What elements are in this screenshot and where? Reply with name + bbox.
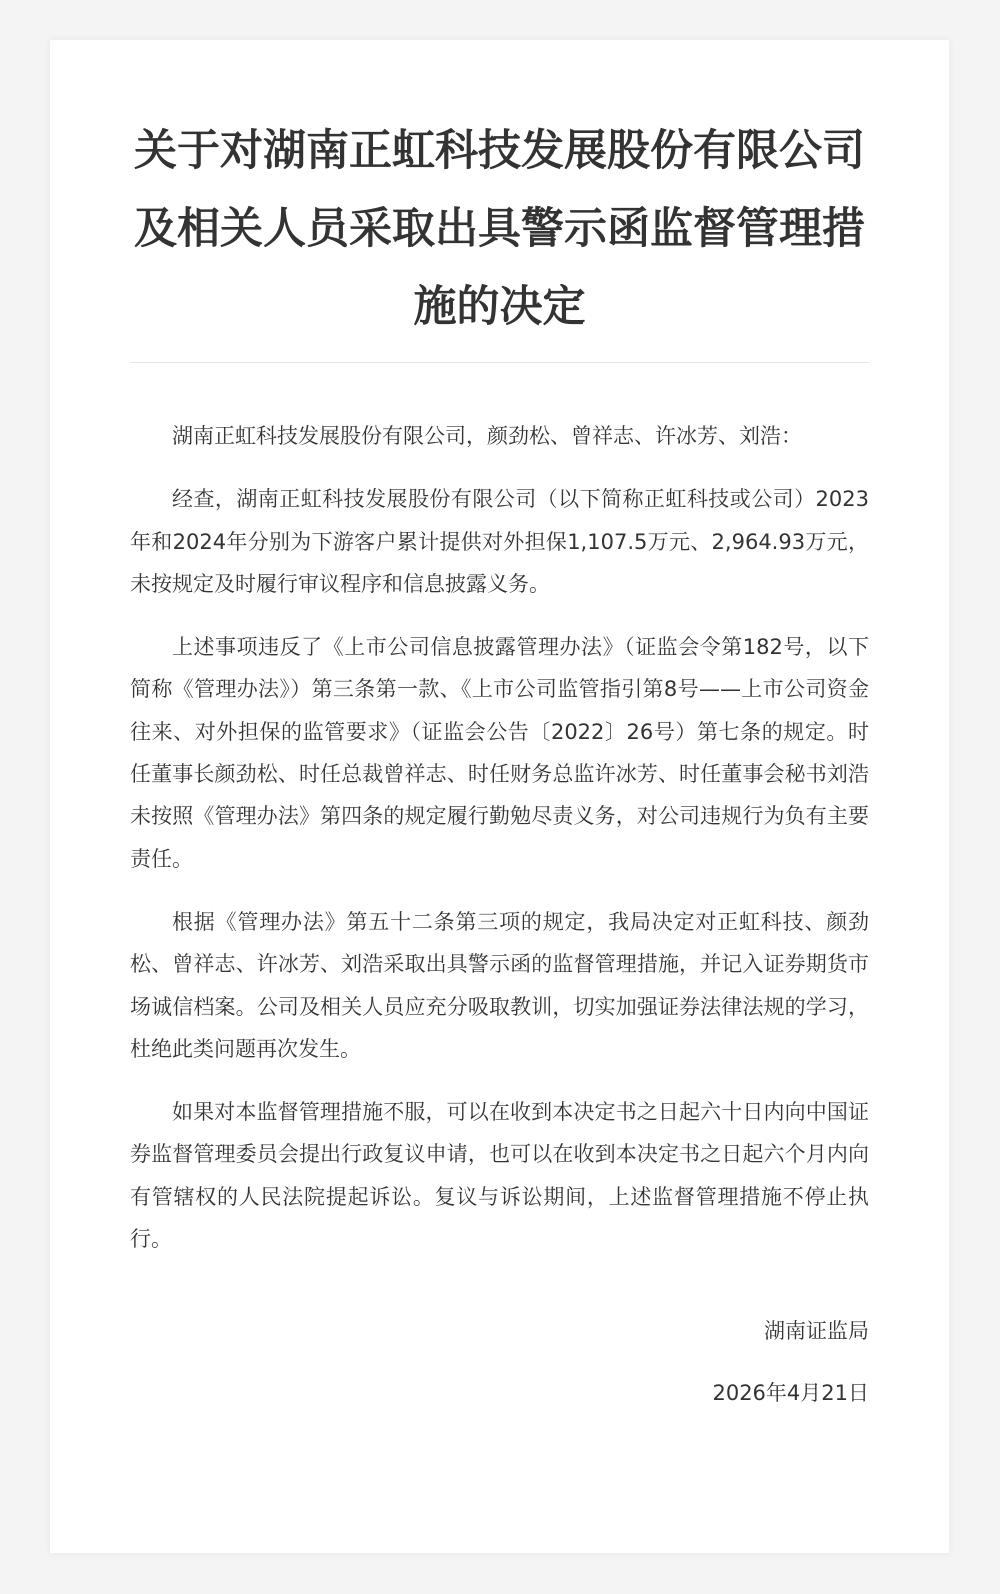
title-separator [130,362,869,363]
document-body [130,415,869,1414]
appeal-paragraph: 如果对本监督管理措施不服，可以在收到本决定书之日起六十日内向中国证券监督管理委员会提出行政复议申请，也可以在收到本决定书之日起六个月内向有管辖权的人民法院提起诉讼。复议与诉讼期间，上述监督管理措施不停止执行。 [130,1100,869,1252]
issue-date: 2026年4月21日 [712,1381,869,1406]
issuing-organization: 湖南证监局 [764,1319,869,1344]
decision-paragraph: 根据《管理办法》第五十二条第三项的规定，我局决定对正虹科技、颜劲松、曾祥志、许冰芳、刘浩采取出具警示函的监督管理措施，并记入证券期货市场诚信档案。公司及相关人员应充分吸取教训，切实加强证券法律法规的学习，杜绝此类问题再次发生。 [130,909,869,1061]
addressee-paragraph: 湖南正虹科技发展股份有限公司，颜劲松、曾祥志、许冰芳、刘浩： [172,424,802,448]
violation-paragraph: 上述事项违反了《上市公司信息披露管理办法》（证监会令第182号，以下简称《管理办法》）第三条第一款、《上市公司监管指引第8号——上市公司资金往来、对外担保的监管要求》（证监会公告〔2022〕26号）第七条的规定。时任董事长颜劲松、时任总裁曾祥志、时任财务总监许冰芳、时任董事会秘书刘浩未按照《管理办法》第四条的规定履行勤勉尽责义务，对公司违规行为负有主要责任。 [130,635,869,871]
findings-paragraph: 经查，湖南正虹科技发展股份有限公司（以下简称正虹科技或公司）2023年和2024年分别为下游客户累计提供对外担保1,107.5万元、2,964.93万元，未按规定及时履行审议程序和信息披露义务。 [130,487,869,596]
document-card [50,40,949,1553]
document-title: 关于对湖南正虹科技发展股份有限公司及相关人员采取出具警示函监督管理措施的决定 [134,126,865,332]
